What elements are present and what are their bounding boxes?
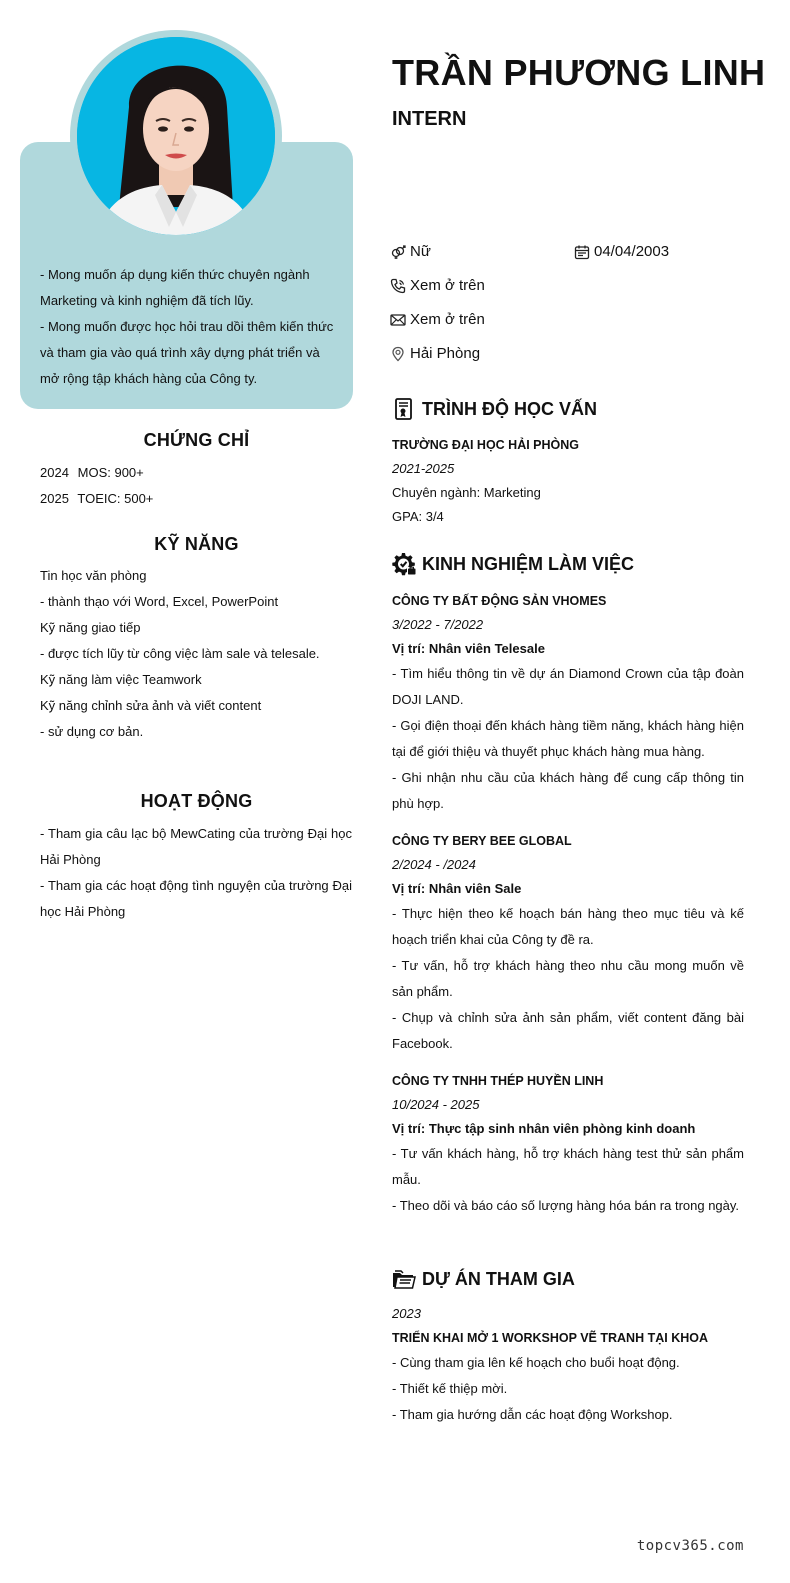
job-company: CÔNG TY BẤT ĐỘNG SẢN VHOMES: [392, 594, 607, 608]
project-name: TRIỂN KHAI MỞ 1 WORKSHOP VẼ TRANH TẠI KHOA: [392, 1331, 708, 1345]
job-company: CÔNG TY TNHH THÉP HUYỀN LINH: [392, 1074, 604, 1088]
skill-line: Tin học văn phòng: [40, 568, 147, 583]
objective-line: - Mong muốn được học hỏi trau dồi thêm kiến thức và tham gia vào quá trình xây dựng phát triển và mở rộng tập khách hàng của Công ty.: [40, 319, 334, 386]
job-entry: [392, 1069, 744, 1219]
career-objective: [40, 262, 340, 392]
candidate-role: INTERN: [392, 108, 467, 130]
projects-heading: [392, 1267, 575, 1291]
mail-icon: [390, 312, 406, 328]
birthday-info: [574, 243, 669, 260]
address-value: Hải Phòng: [410, 345, 481, 362]
activity-line: - Tham gia các hoạt động tình nguyện của trường Đại học Hải Phòng: [40, 878, 352, 919]
certificate-item: [40, 486, 352, 512]
certificate-document-icon: [392, 397, 416, 421]
certificate-year: 2025: [40, 491, 69, 506]
activities-list: [40, 821, 352, 925]
job-period: 2/2024 - /2024: [392, 857, 476, 872]
birthday-value: 04/04/2003: [594, 243, 670, 260]
phone-value: Xem ở trên: [410, 277, 485, 294]
job-entry: [392, 829, 744, 1057]
job-duty: - Tìm hiểu thông tin về dự án Diamond Crown của tập đoàn DOJI LAND.: [392, 666, 744, 707]
project-task: - Cùng tham gia lên kế hoạch cho buổi hoạt động.: [392, 1355, 680, 1370]
job-position: Vị trí: Nhân viên Telesale: [392, 641, 545, 656]
gender-info: [390, 243, 431, 260]
objective-line: - Mong muốn áp dụng kiến thức chuyên ngành Marketing và kinh nghiệm đã tích lũy.: [40, 267, 310, 308]
gender-value: Nữ: [410, 243, 431, 260]
gender-icon: [390, 244, 406, 260]
certificate-name: MOS: 900+: [77, 465, 144, 480]
job-duty: - Chụp và chỉnh sửa ảnh sản phẩm, viết content đăng bài Facebook.: [392, 1010, 744, 1051]
skill-line: Kỹ năng giao tiếp: [40, 620, 141, 635]
education-details: [392, 433, 744, 529]
school-name: TRƯỜNG ĐẠI HỌC HẢI PHÒNG: [392, 438, 580, 452]
job-duty: - Tư vấn khách hàng, hỗ trợ khách hàng test thử sản phẩm mẫu.: [392, 1146, 744, 1187]
gear-check-icon: [392, 552, 416, 576]
folder-icon: [392, 1267, 416, 1291]
activities-title: HOẠT ĐỘNG: [140, 791, 253, 811]
experience-heading: [392, 552, 634, 576]
job-duty: - Ghi nhận nhu cầu của khách hàng để cung cấp thông tin phù hợp.: [392, 770, 744, 811]
experience-title: KINH NGHIỆM LÀM VIỆC: [422, 553, 635, 574]
watermark: topcv365.com: [636, 1538, 744, 1554]
avatar: [77, 37, 275, 235]
skills-list: [40, 563, 352, 745]
education-period: 2021-2025: [392, 461, 455, 476]
calendar-icon: [574, 244, 590, 260]
email-value: Xem ở trên: [410, 311, 485, 328]
email-info: [390, 311, 485, 328]
project-year: 2023: [392, 1306, 421, 1321]
certificate-name: TOEIC: 500+: [77, 491, 154, 506]
skill-line: - sử dụng cơ bản.: [40, 724, 144, 739]
candidate-name: TRẦN PHƯƠNG LINH: [392, 52, 766, 93]
portrait-photo: [77, 37, 275, 235]
job-period: 3/2022 - 7/2022: [392, 617, 484, 632]
education-gpa: GPA: 3/4: [392, 509, 444, 524]
skill-line: Kỹ năng chỉnh sửa ảnh và viết content: [40, 698, 262, 713]
skill-line: - được tích lũy từ công việc làm sale và telesale.: [40, 646, 320, 661]
job-position: Vị trí: Thực tập sinh nhân viên phòng kinh doanh: [392, 1121, 696, 1136]
activity-line: - Tham gia câu lạc bộ MewCating của trường Đại học Hải Phòng: [40, 826, 352, 867]
job-entry: [392, 589, 744, 817]
certificate-item: [40, 460, 352, 486]
education-major: Chuyên ngành: Marketing: [392, 485, 541, 500]
project-entry: [392, 1302, 744, 1428]
certificates-title: CHỨNG CHỈ: [143, 430, 250, 450]
job-duty: - Tư vấn, hỗ trợ khách hàng theo nhu cầu mong muốn về sản phẩm.: [392, 958, 744, 999]
project-task: - Thiết kế thiệp mời.: [392, 1381, 508, 1396]
phone-icon: [390, 278, 406, 294]
education-heading: [392, 397, 597, 421]
phone-info: [390, 277, 485, 294]
location-pin-icon: [390, 346, 406, 362]
certificates-list: [40, 460, 352, 512]
job-duty: - Thực hiện theo kế hoạch bán hàng theo mục tiêu và kế hoạch triển khai của Công ty đề ra.: [392, 906, 744, 947]
skills-title: KỸ NĂNG: [154, 534, 239, 554]
projects-title: DỰ ÁN THAM GIA: [422, 1268, 575, 1289]
skill-line: - thành thạo với Word, Excel, PowerPoint: [40, 594, 279, 609]
job-duty: - Theo dõi và báo cáo số lượng hàng hóa bán ra trong ngày.: [392, 1198, 740, 1213]
job-duty: - Gọi điện thoại đến khách hàng tiềm năng, khách hàng hiện tại để giới thiệu và thuyết phục khách hàng mua hàng.: [392, 718, 744, 759]
certificate-year: 2024: [40, 465, 69, 480]
education-title: TRÌNH ĐỘ HỌC VẤN: [422, 398, 597, 419]
project-task: - Tham gia hướng dẫn các hoạt động Workshop.: [392, 1407, 673, 1422]
job-company: CÔNG TY BERY BEE GLOBAL: [392, 834, 572, 848]
address-info: [390, 345, 480, 362]
skill-line: Kỹ năng làm việc Teamwork: [40, 672, 202, 687]
job-period: 10/2024 - 2025: [392, 1097, 480, 1112]
job-position: Vị trí: Nhân viên Sale: [392, 881, 522, 896]
